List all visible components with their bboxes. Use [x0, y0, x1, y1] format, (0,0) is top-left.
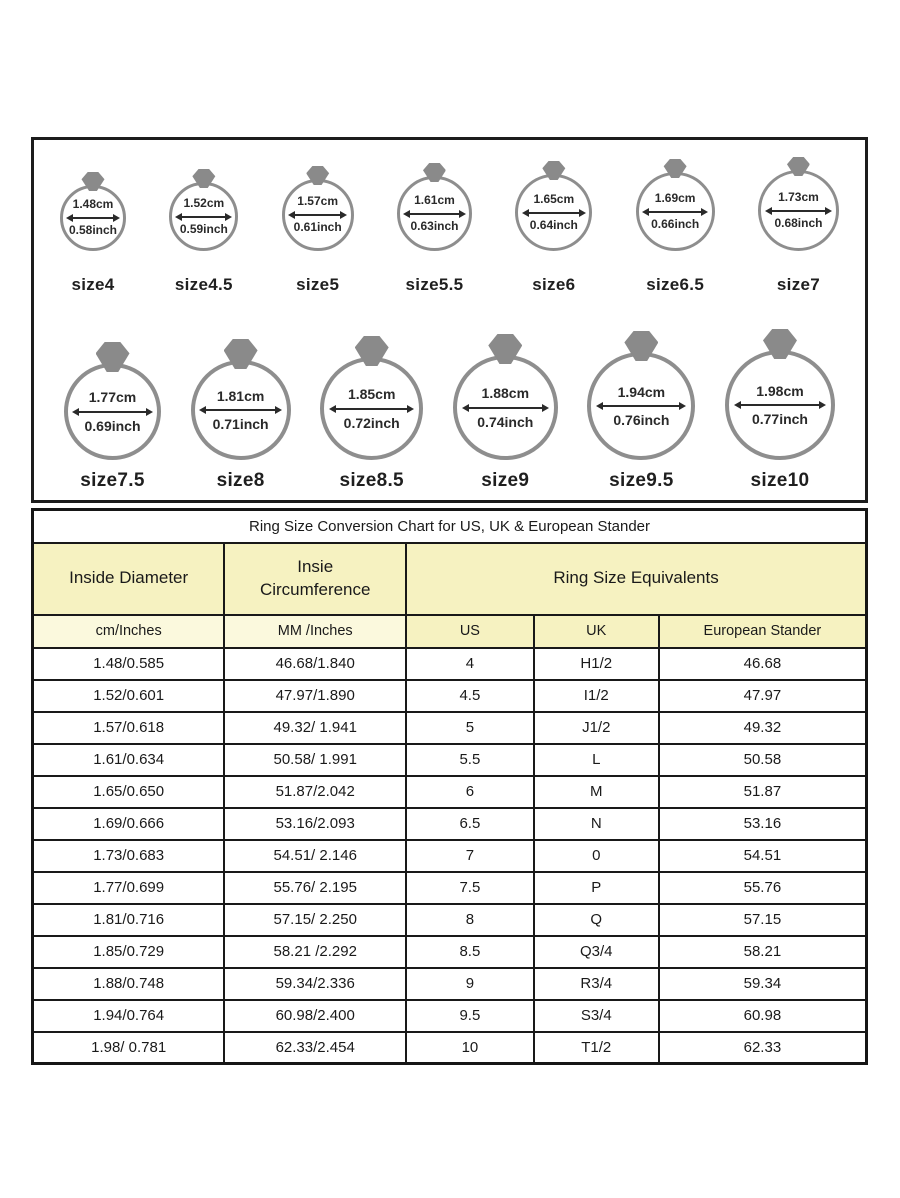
ring-size-label: size5 [296, 275, 340, 294]
cell-us-size: 6.5 [406, 808, 534, 840]
cell-inside-diameter: 1.88/0.748 [33, 968, 225, 1000]
cell-inside-diameter: 1.94/0.764 [33, 1000, 225, 1032]
ring-size4.5 [169, 182, 238, 295]
ring-size-label: size9.5 [609, 470, 674, 491]
diameter-arrow-icon [462, 404, 549, 412]
cell-circumference: 51.87/2.042 [224, 776, 406, 808]
diameter-inch: 0.74inch [477, 413, 534, 430]
subheader-uk: UK [534, 615, 659, 648]
cell-uk-size: Q3/4 [534, 936, 659, 968]
cell-uk-size: I1/2 [534, 680, 659, 712]
ring-circle [320, 357, 423, 460]
cell-us-size: 8 [406, 904, 534, 936]
table-row [33, 680, 867, 712]
ring-size5.5 [397, 176, 472, 295]
diameter-cm: 1.73cm [778, 189, 819, 204]
cell-inside-diameter: 1.57/0.618 [33, 712, 225, 744]
cell-uk-size: H1/2 [534, 648, 659, 680]
diameter-cm: 1.69cm [654, 190, 696, 205]
cell-circumference: 60.98/2.400 [224, 1000, 406, 1032]
cell-us-size: 6 [406, 776, 534, 808]
cell-uk-size: M [534, 776, 659, 808]
diameter-cm: 1.48cm [72, 197, 114, 212]
cell-circumference: 47.97/1.890 [224, 680, 406, 712]
ring-circle [191, 360, 291, 460]
ring-row-1 [60, 170, 839, 295]
ring-size7 [758, 170, 839, 295]
diameter-inch: 0.68inch [774, 215, 823, 230]
ring-size4 [60, 185, 126, 295]
conversion-table [31, 508, 868, 1065]
cell-uk-size: P [534, 872, 659, 904]
ring-circle [453, 355, 558, 460]
ring-circle [515, 174, 592, 251]
ring-circle [758, 170, 839, 251]
cell-circumference: 55.76/ 2.195 [224, 872, 406, 904]
cell-inside-diameter: 1.69/0.666 [33, 808, 225, 840]
cell-us-size: 7.5 [406, 872, 534, 904]
cell-uk-size: L [534, 744, 659, 776]
diameter-arrow-icon [72, 408, 152, 416]
table-row [33, 1032, 867, 1064]
ring-circle [397, 176, 472, 251]
cell-uk-size: 0 [534, 840, 659, 872]
cell-european-size: 57.15 [659, 904, 867, 936]
cell-us-size: 5 [406, 712, 534, 744]
ring-graphic [169, 182, 238, 251]
table-subheader-row [33, 615, 867, 648]
cell-circumference: 54.51/ 2.146 [224, 840, 406, 872]
table-row [33, 904, 867, 936]
ring-size-label: size6.5 [646, 275, 705, 294]
ring-graphic [515, 174, 592, 251]
ring-size10 [725, 350, 835, 492]
ring-size8.5 [320, 357, 423, 492]
cell-circumference: 46.68/1.840 [224, 648, 406, 680]
ring-graphic [64, 363, 161, 460]
cell-inside-diameter: 1.65/0.650 [33, 776, 225, 808]
cell-european-size: 49.32 [659, 712, 867, 744]
cell-inside-diameter: 1.48/0.585 [33, 648, 225, 680]
ring-graphic [282, 179, 354, 251]
diameter-inch: 0.61inch [293, 220, 342, 234]
diameter-arrow-icon [288, 211, 347, 219]
cell-european-size: 47.97 [659, 680, 867, 712]
header-circumference-line2: Circumference [259, 579, 371, 599]
diameter-inch: 0.59inch [179, 221, 228, 236]
ring-graphic [453, 355, 558, 460]
cell-european-size: 53.16 [659, 808, 867, 840]
header-inside-diameter: Inside Diameter [33, 543, 225, 615]
table-row [33, 1000, 867, 1032]
cell-circumference: 50.58/ 1.991 [224, 744, 406, 776]
subheader-mm-inches: MM /Inches [224, 615, 406, 648]
diameter-cm: 1.77cm [88, 389, 137, 406]
table-title-row [33, 510, 867, 543]
cell-us-size: 4.5 [406, 680, 534, 712]
ring-graphic [725, 350, 835, 460]
cell-circumference: 59.34/2.336 [224, 968, 406, 1000]
cell-circumference: 57.15/ 2.250 [224, 904, 406, 936]
diameter-arrow-icon [522, 209, 586, 217]
diameter-cm: 1.94cm [617, 383, 666, 400]
header-circumference-line1: Insie [297, 556, 334, 576]
table-row [33, 872, 867, 904]
ring-graphic [397, 176, 472, 251]
diameter-cm: 1.65cm [533, 191, 575, 206]
ring-size-label: size6 [532, 275, 576, 294]
diameter-inch: 0.77inch [751, 411, 808, 427]
ring-size5 [282, 179, 354, 295]
cell-uk-size: T1/2 [534, 1032, 659, 1064]
diameter-inch: 0.64inch [529, 217, 578, 232]
ring-circle [636, 172, 715, 251]
diameter-arrow-icon [329, 405, 415, 413]
cell-uk-size: R3/4 [534, 968, 659, 1000]
ring-size-chart-sheet [31, 137, 868, 1065]
ring-graphic [60, 185, 126, 251]
cell-uk-size: N [534, 808, 659, 840]
cell-us-size: 4 [406, 648, 534, 680]
ring-circle [587, 352, 695, 460]
diameter-cm: 1.88cm [481, 385, 530, 402]
diameter-cm: 1.61cm [414, 192, 455, 207]
diameter-cm: 1.52cm [183, 195, 225, 210]
diameter-arrow-icon [199, 406, 282, 414]
cell-inside-diameter: 1.81/0.716 [33, 904, 225, 936]
ring-circle [725, 350, 835, 460]
diameter-inch: 0.58inch [68, 223, 118, 237]
table-row [33, 968, 867, 1000]
ring-size-label: size5.5 [405, 275, 464, 294]
ring-size9 [453, 355, 558, 492]
cell-european-size: 50.58 [659, 744, 867, 776]
subheader-cm-inches: cm/Inches [33, 615, 225, 648]
diameter-cm: 1.81cm [216, 387, 265, 404]
ring-graphic [587, 352, 695, 460]
ring-diagrams-box [31, 137, 868, 503]
diameter-arrow-icon [596, 402, 686, 410]
ring-size9.5 [587, 352, 695, 492]
header-inside-circumference [224, 543, 406, 615]
diameter-arrow-icon [175, 213, 232, 221]
header-ring-size-equivalents: Ring Size Equivalents [406, 543, 866, 615]
table-row [33, 712, 867, 744]
diameter-arrow-icon [403, 210, 465, 218]
cell-us-size: 9 [406, 968, 534, 1000]
subheader-european-stander: European Stander [659, 615, 867, 648]
ring-circle [60, 185, 126, 251]
cell-us-size: 8.5 [406, 936, 534, 968]
cell-european-size: 58.21 [659, 936, 867, 968]
cell-european-size: 60.98 [659, 1000, 867, 1032]
table-header-row [33, 543, 867, 615]
ring-circle [64, 363, 161, 460]
ring-size6.5 [636, 172, 715, 295]
cell-european-size: 59.34 [659, 968, 867, 1000]
cell-european-size: 46.68 [659, 648, 867, 680]
cell-inside-diameter: 1.61/0.634 [33, 744, 225, 776]
cell-inside-diameter: 1.52/0.601 [33, 680, 225, 712]
cell-uk-size: Q [534, 904, 659, 936]
ring-size-label: size8 [216, 470, 265, 491]
cell-circumference: 49.32/ 1.941 [224, 712, 406, 744]
cell-european-size: 62.33 [659, 1032, 867, 1064]
ring-size-label: size7 [776, 275, 821, 294]
diameter-cm: 1.98cm [756, 382, 804, 399]
diameter-inch: 0.63inch [410, 218, 459, 233]
cell-us-size: 5.5 [406, 744, 534, 776]
ring-graphic [758, 170, 839, 251]
cell-european-size: 54.51 [659, 840, 867, 872]
table-row [33, 776, 867, 808]
diameter-inch: 0.69inch [84, 417, 141, 434]
table-row [33, 840, 867, 872]
ring-graphic [191, 360, 291, 460]
cell-european-size: 55.76 [659, 872, 867, 904]
diameter-inch: 0.72inch [343, 414, 400, 431]
table-row [33, 744, 867, 776]
diameter-cm: 1.57cm [297, 194, 338, 209]
table-title: Ring Size Conversion Chart for US, UK & European Stander [33, 510, 867, 543]
table-row [33, 936, 867, 968]
ring-size-label: size10 [750, 470, 810, 491]
diameter-arrow-icon [66, 214, 120, 222]
cell-us-size: 9.5 [406, 1000, 534, 1032]
cell-us-size: 7 [406, 840, 534, 872]
cell-circumference: 53.16/2.093 [224, 808, 406, 840]
ring-size-label: size4 [71, 275, 115, 294]
ring-size-label: size8.5 [339, 470, 404, 491]
ring-size6 [515, 174, 592, 295]
ring-size-label: size7.5 [80, 470, 145, 491]
table-row [33, 648, 867, 680]
ring-graphic [636, 172, 715, 251]
cell-uk-size: S3/4 [534, 1000, 659, 1032]
cell-inside-diameter: 1.77/0.699 [33, 872, 225, 904]
table-row [33, 808, 867, 840]
cell-inside-diameter: 1.85/0.729 [33, 936, 225, 968]
ring-size7.5 [64, 363, 161, 492]
diameter-cm: 1.85cm [347, 386, 396, 403]
diameter-inch: 0.71inch [212, 416, 269, 432]
cell-circumference: 62.33/2.454 [224, 1032, 406, 1064]
cell-inside-diameter: 1.73/0.683 [33, 840, 225, 872]
ring-row-2 [60, 350, 839, 492]
diameter-arrow-icon [734, 401, 826, 409]
ring-size8 [191, 360, 291, 492]
cell-us-size: 10 [406, 1032, 534, 1064]
cell-european-size: 51.87 [659, 776, 867, 808]
ring-size-label: size4.5 [174, 275, 233, 294]
diameter-inch: 0.66inch [651, 216, 700, 231]
cell-circumference: 58.21 /2.292 [224, 936, 406, 968]
diameter-arrow-icon [765, 207, 833, 215]
diameter-arrow-icon [642, 208, 708, 216]
cell-uk-size: J1/2 [534, 712, 659, 744]
ring-circle [169, 182, 238, 251]
diameter-inch: 0.76inch [613, 412, 670, 428]
ring-graphic [320, 357, 423, 460]
subheader-us: US [406, 615, 534, 648]
ring-size-label: size9 [481, 470, 530, 491]
cell-inside-diameter: 1.98/ 0.781 [33, 1032, 225, 1064]
ring-circle [282, 179, 354, 251]
